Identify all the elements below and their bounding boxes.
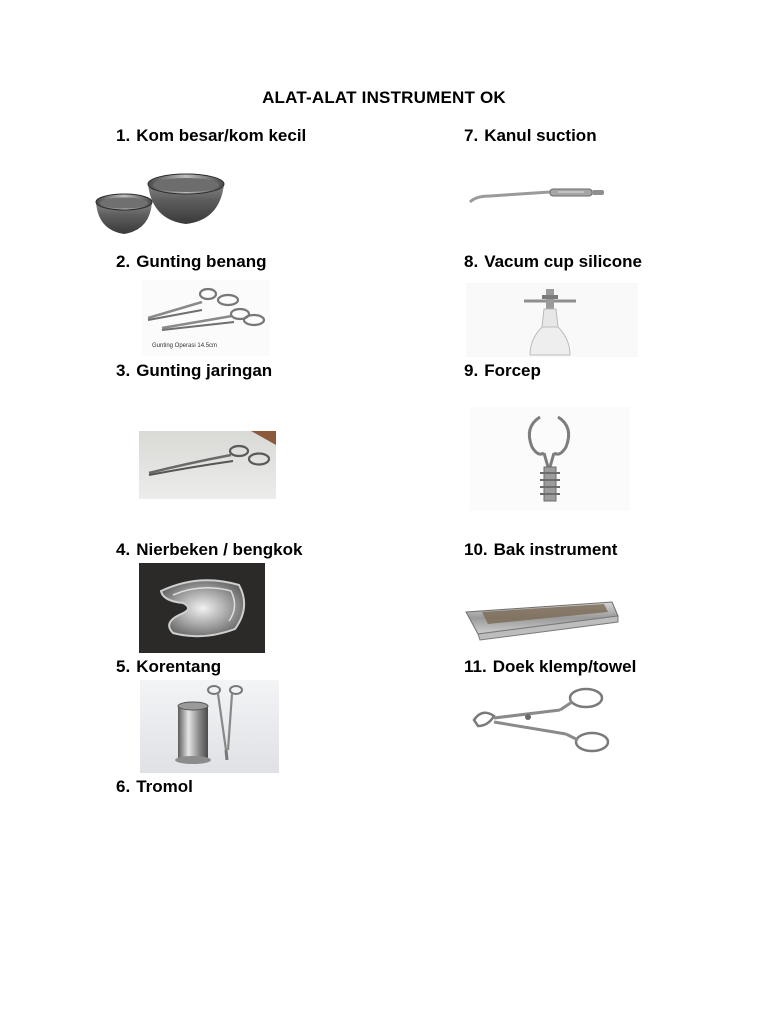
- forceps-holder-icon: [140, 680, 279, 773]
- item-label-8: 8. Vacum cup silicone: [464, 252, 642, 271]
- item-label-4: 4. Nierbeken / bengkok: [116, 540, 303, 559]
- tissue-scissors-icon: [139, 431, 276, 499]
- item-label-2: 2. Gunting benang: [116, 252, 267, 271]
- item-label-3: 3. Gunting jaringan: [116, 361, 273, 380]
- kidney-dish-icon: [139, 563, 265, 653]
- obstetric-forceps-icon: [470, 407, 630, 511]
- scissors-caption: Gunting Operasi 14.5cm: [152, 343, 218, 349]
- item-label-11: 11. Doek klemp/towel: [464, 657, 637, 676]
- bowls-icon: [94, 168, 226, 238]
- item-label-1: 1. Kom besar/kom kecil: [116, 126, 307, 145]
- item-label-9: 9. Forcep: [464, 361, 541, 380]
- item-label-7: 7. Kanul suction: [464, 126, 597, 145]
- towel-clamp-icon: [468, 684, 616, 762]
- item-label-6: 6. Tromol: [116, 777, 193, 796]
- suction-cannula-icon: [466, 180, 608, 214]
- page-title: ALAT-ALAT INSTRUMENT OK: [262, 88, 506, 107]
- instrument-tray-icon: [462, 594, 622, 642]
- item-label-5: 5. Korentang: [116, 657, 222, 676]
- vacuum-cup-icon: [466, 283, 638, 357]
- item-label-10: 10. Bak instrument: [464, 540, 618, 559]
